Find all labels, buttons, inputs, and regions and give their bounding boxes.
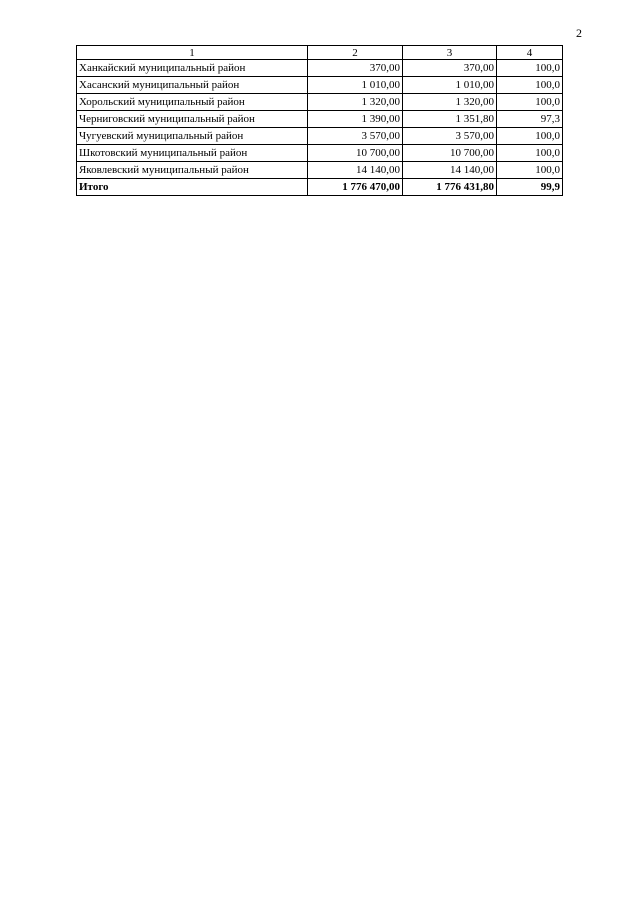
district-name: Яковлевский муниципальный район [77,162,308,179]
column-header-1: 1 [77,46,308,60]
value-col4: 100,0 [497,94,563,111]
column-header-4: 4 [497,46,563,60]
value-col3: 14 140,00 [403,162,497,179]
value-col2: 14 140,00 [308,162,403,179]
value-col4: 100,0 [497,162,563,179]
district-name: Ханкайский муниципальный район [77,60,308,77]
value-col2: 10 700,00 [308,145,403,162]
column-header-3: 3 [403,46,497,60]
total-col3: 1 776 431,80 [403,179,497,196]
table-row [77,128,563,145]
value-col2: 1 010,00 [308,77,403,94]
value-col3: 370,00 [403,60,497,77]
value-col2: 1 390,00 [308,111,403,128]
district-name: Хорольский муниципальный район [77,94,308,111]
total-col4: 99,9 [497,179,563,196]
district-name: Хасанский муниципальный район [77,77,308,94]
total-col2: 1 776 470,00 [308,179,403,196]
value-col3: 1 351,80 [403,111,497,128]
table-row [77,94,563,111]
district-name: Шкотовский муниципальный район [77,145,308,162]
table-row [77,60,563,77]
value-col4: 100,0 [497,77,563,94]
table-row [77,162,563,179]
column-header-2: 2 [308,46,403,60]
value-col3: 3 570,00 [403,128,497,145]
value-col3: 1 010,00 [403,77,497,94]
value-col2: 3 570,00 [308,128,403,145]
value-col4: 100,0 [497,60,563,77]
value-col4: 97,3 [497,111,563,128]
page-number: 2 [576,26,582,40]
table-row [77,111,563,128]
value-col2: 1 320,00 [308,94,403,111]
value-col4: 100,0 [497,128,563,145]
table-header-row [77,46,563,60]
district-name: Чугуевский муниципальный район [77,128,308,145]
value-col3: 10 700,00 [403,145,497,162]
value-col4: 100,0 [497,145,563,162]
total-label: Итого [77,179,308,196]
district-name: Черниговский муниципальный район [77,111,308,128]
value-col3: 1 320,00 [403,94,497,111]
table-row [77,145,563,162]
data-table [76,45,563,196]
value-col2: 370,00 [308,60,403,77]
total-row [77,179,563,196]
table-row [77,77,563,94]
